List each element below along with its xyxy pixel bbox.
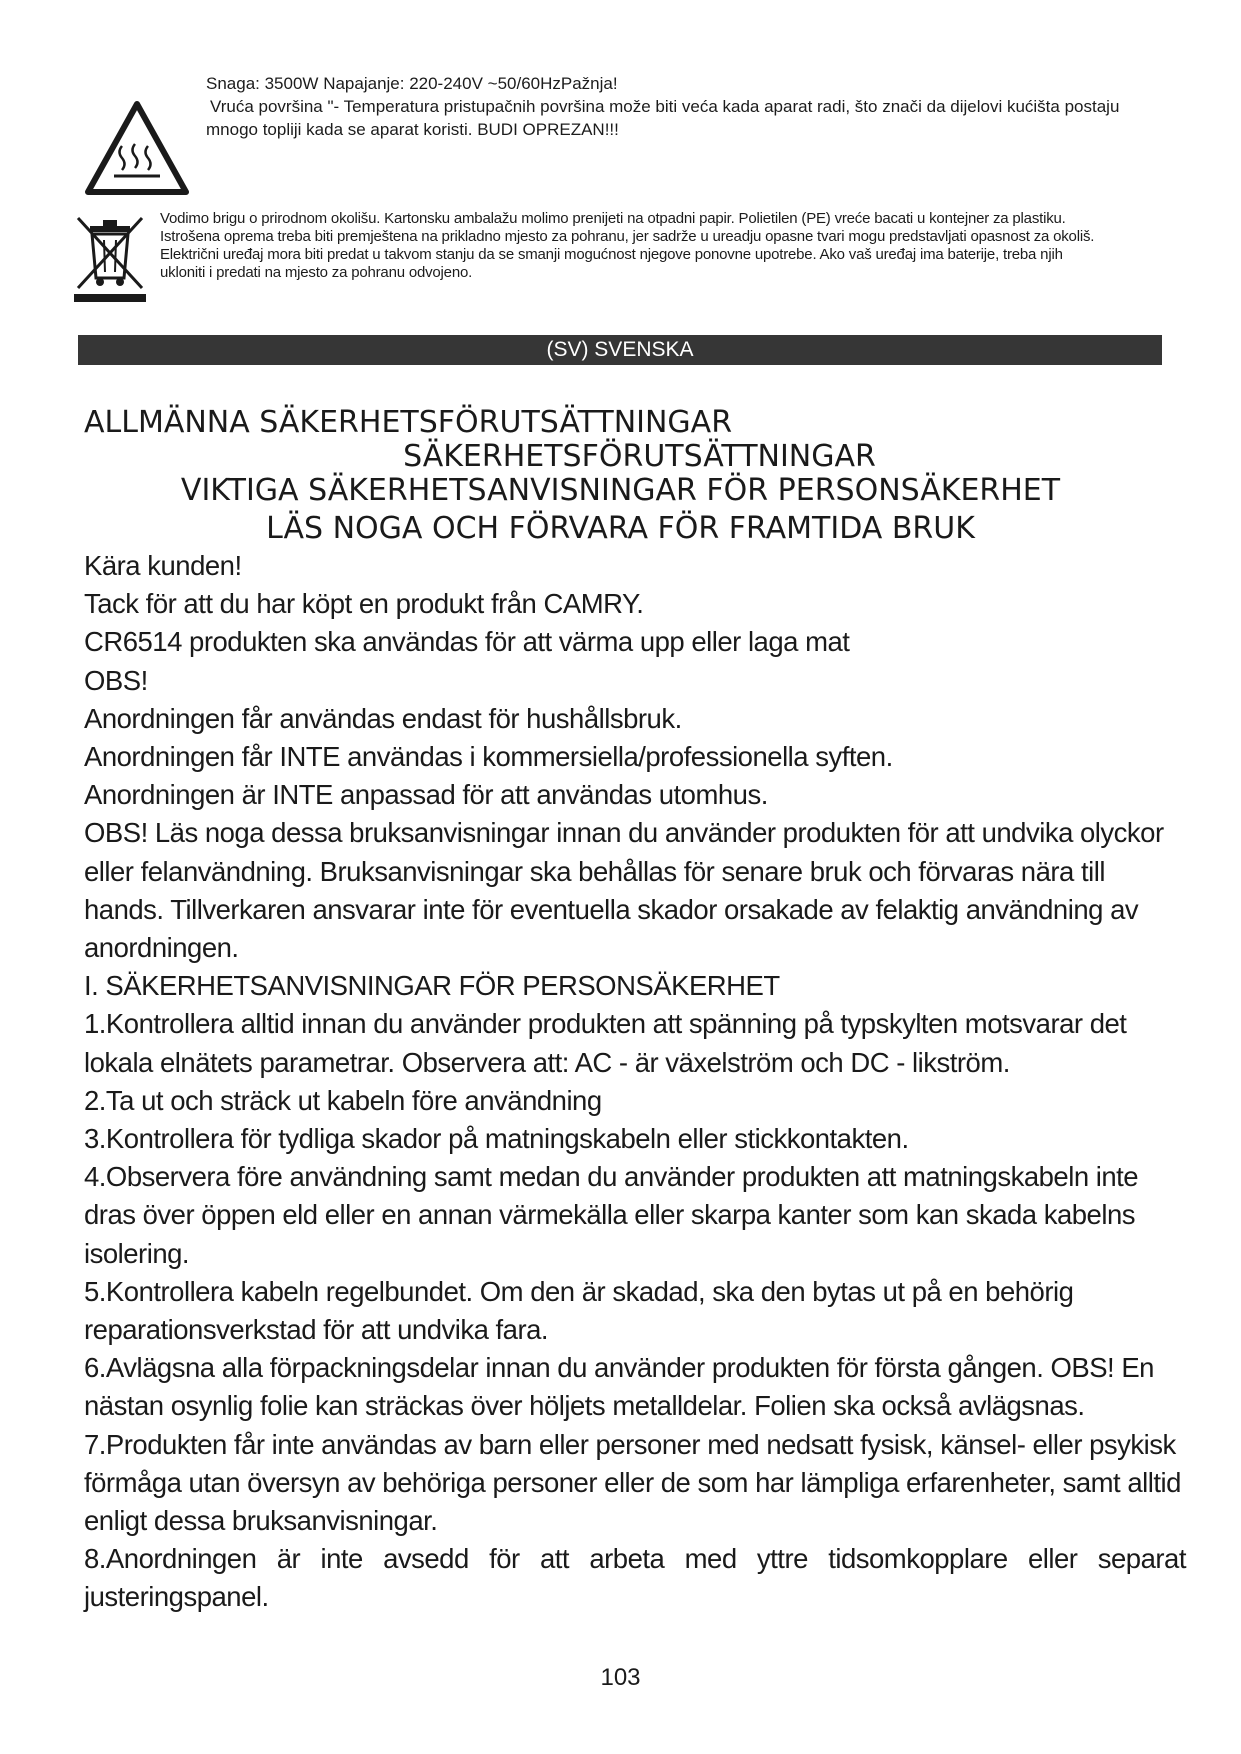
paragraph: CR6514 produkten ska användas för att värma upp eller laga mat xyxy=(84,626,850,658)
eco-line: Istrošena oprema treba biti premještena na prikladno mjesto za pohranu, jer sadrže u ureadju opasne tvari mogu predstavljati opasnost za okoliš. xyxy=(160,228,1095,245)
instruction-item-line: 8.Anordningen är inte avsedd för att arbeta med yttre tidsomkopplare eller separat xyxy=(84,1543,1186,1575)
eco-line: Vodimo brigu o prirodnom okolišu. Kartonsku ambalažu molimo prenijeti na otpadni papir. Polietilen (PE) vreće bacati u kontejner za plastiku. xyxy=(160,210,1066,227)
warning-line: Vruća površina "- Temperatura pristupačnih površina može biti veća kada aparat radi, što znači da dijelovi kućišta postaju xyxy=(210,97,1120,116)
section-heading: ALLMÄNNA SÄKERHETSFÖRUTSÄTTNINGAR xyxy=(84,405,733,440)
instruction-item: 6.Avlägsna alla förpackningsdelar innan du använder produkten för första gången. OBS! En nästan osynlig folie kan sträckas över höljets metalldelar. Folien ska också avlägsnas. xyxy=(84,1352,1154,1422)
subsection-heading: I. SÄKERHETSANVISNINGAR FÖR PERSONSÄKERHET xyxy=(84,970,780,1002)
instruction-item: 2.Ta ut och sträck ut kabeln före användning xyxy=(84,1084,602,1116)
page-number: 103 xyxy=(600,1664,641,1691)
weee-crossed-bin-icon xyxy=(72,212,148,304)
paragraph: Anordningen får användas endast för hushållsbruk. xyxy=(84,702,682,734)
paragraph: OBS! Läs noga dessa bruksanvisningar innan du använder produkten för att undvika olyckor eller felanvändning. Bruksanvisningar ska behållas för senare bruk och förvaras nära till hands. Tillverkaren ansvarar inte för eventuella skador orsakade av felaktig användning av anordningen. xyxy=(84,817,1164,964)
section-heading: LÄS NOGA OCH FÖRVARA FÖR FRAMTIDA BRUK xyxy=(266,511,975,546)
instructions-body xyxy=(84,547,1186,1617)
paragraph: OBS! xyxy=(84,664,148,696)
paragraph: Anordningen är INTE anpassad för att användas utomhus. xyxy=(84,779,768,811)
language-section-bar xyxy=(78,335,1162,365)
instruction-item: 3.Kontrollera för tydliga skador på matningskabeln eller stickkontakten. xyxy=(84,1123,909,1155)
instruction-item: 1.Kontrollera alltid innan du använder produkten att spänning på typskylten motsvarar det lokala elnätets parametrar. Observera att: AC - är växelström och DC - likström. xyxy=(84,1008,1127,1078)
section-heading: SÄKERHETSFÖRUTSÄTTNINGAR xyxy=(403,439,876,474)
hot-surface-warning-text xyxy=(206,72,1206,141)
paragraph: Anordningen får INTE användas i kommersiella/professionella syften. xyxy=(84,741,893,773)
instruction-item: 7.Produkten får inte användas av barn eller personer med nedsatt fysisk, känsel- eller psykisk förmåga utan översyn av behöriga personer eller de som har lämpliga erfarenheter, samt alltid enligt dessa bruksanvisningar. xyxy=(84,1428,1181,1537)
eco-line: Električni uređaj mora biti predat u takvom stanju da se smanji mogućnost njegove ponovne upotrebe. Ako vaš uređaj ima baterije, treba njih xyxy=(160,246,1063,263)
paragraph: Kära kunden! xyxy=(84,550,242,581)
environment-notice xyxy=(160,210,1160,282)
eco-line: ukloniti i predati na mjesto za pohranu odvojeno. xyxy=(160,264,473,281)
warning-line: mnogo topliji kada se aparat koristi. BUDI OPREZAN!!! xyxy=(206,120,619,139)
section-heading: VIKTIGA SÄKERHETSANVISNINGAR FÖR PERSONSÄKERHET xyxy=(180,473,1061,508)
instruction-item: 5.Kontrollera kabeln regelbundet. Om den är skadad, ska den bytas ut på en behörig reparationsverkstad för att undvika fara. xyxy=(84,1275,1074,1346)
instruction-item-line: justeringspanel. xyxy=(84,1581,269,1613)
paragraph: Tack för att du har köpt en produkt från CAMRY. xyxy=(84,588,644,620)
warning-line: Snaga: 3500W Napajanje: 220-240V ~50/60HzPažnja! xyxy=(206,74,618,93)
instruction-item: 4.Observera före användning samt medan du använder produkten att matningskabeln inte dras över öppen eld eller en annan värmekälla eller skarpa kanter som kan skada kabelns isolering. xyxy=(84,1161,1139,1269)
language-label: (SV) SVENSKA xyxy=(546,338,694,361)
hot-surface-warning-icon xyxy=(84,100,190,196)
